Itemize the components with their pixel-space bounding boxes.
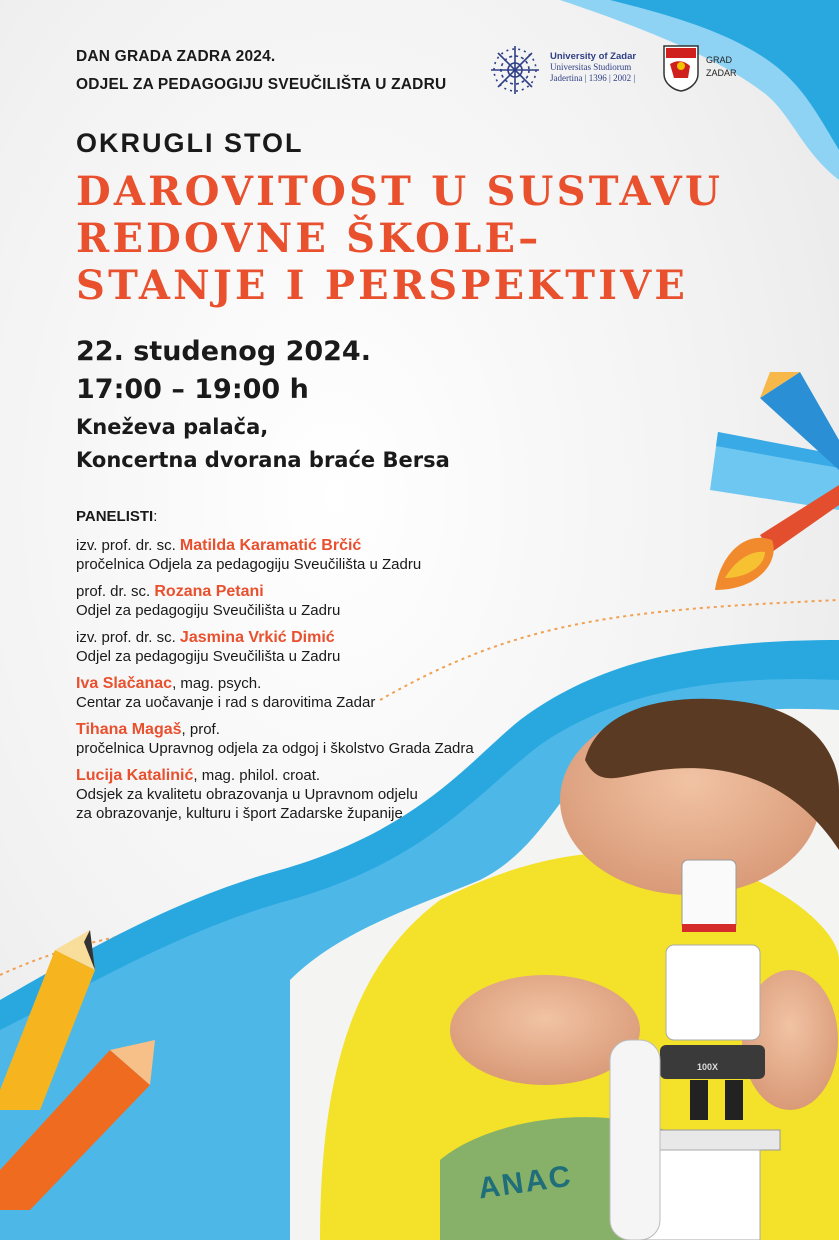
university-emblem-icon <box>488 44 542 96</box>
panelist-name: Lucija Katalinić <box>76 767 194 784</box>
event-title-line-3: STANJE I PERSPEKTIVE <box>76 262 689 309</box>
panelist-name: Jasmina Vrkić Dimić <box>179 629 335 646</box>
panelist-suffix: , mag. philol. croat. <box>193 767 321 784</box>
panelist-affiliation: Centar za uočavanje i rad s darovitima Zadar <box>76 694 376 711</box>
panelist-affiliation: pročelnica Odjela za pedagogiju Sveučilišta u Zadru <box>76 556 422 573</box>
panelist-affiliation: Odjel za pedagogiju Sveučilišta u Zadru <box>76 602 341 619</box>
city-line-1: GRAD <box>706 55 733 65</box>
university-name: University of Zadar <box>550 51 637 62</box>
panelist-name: Tihana Magaš <box>76 721 182 738</box>
panelist-karamatic-brcic <box>76 536 546 574</box>
panelist-slacanac <box>76 674 546 712</box>
event-title-line-1: DAROVITOST U SUSTAVU <box>76 168 724 215</box>
panelist-name: Matilda Karamatić Brčić <box>179 537 362 554</box>
event-date: 22. studenog 2024. <box>76 336 371 367</box>
panelist-title: izv. prof. dr. sc. <box>76 537 180 554</box>
panelists-list <box>76 536 546 831</box>
city-coat-of-arms-icon <box>662 44 700 92</box>
header-line-2: ODJEL ZA PEDAGOGIJU SVEUČILIŠTA U ZADRU <box>76 76 447 93</box>
university-of-zadar-logo <box>488 44 648 96</box>
panelist-affiliation-2: za obrazovanje, kulturu i šport Zadarske županije <box>76 805 403 822</box>
panelist-affiliation: pročelnica Upravnog odjela za odgoj i školstvo Grada Zadra <box>76 740 474 757</box>
panelist-petani <box>76 582 546 620</box>
grad-zadar-logo <box>662 44 752 94</box>
event-type: OKRUGLI STOL <box>76 128 304 158</box>
university-years: Jadertina | 1396 | 2002 | <box>550 73 636 83</box>
panelists-colon: : <box>153 508 158 525</box>
paintbrush-illustration <box>715 485 839 590</box>
panelist-name: Iva Slačanac <box>76 675 173 692</box>
university-latin: Universitas Studiorum <box>550 62 632 72</box>
event-venue-line-2: Koncertna dvorana braće Bersa <box>76 448 450 472</box>
panelist-affiliation: Odsjek za kvalitetu obrazovanja u Upravnom odjelu <box>76 786 418 803</box>
panelist-suffix: , mag. psych. <box>172 675 262 692</box>
panelist-title: prof. dr. sc. <box>76 583 155 600</box>
panelist-vrkic-dimic <box>76 628 546 666</box>
microscope-magnification-label: 100X <box>697 1062 719 1072</box>
panelist-suffix: , prof. <box>181 721 220 738</box>
panelist-title: izv. prof. dr. sc. <box>76 629 180 646</box>
event-title <box>76 168 816 309</box>
city-line-2: ZADAR <box>706 68 737 78</box>
panelist-affiliation: Odjel za pedagogiju Sveučilišta u Zadru <box>76 648 341 665</box>
header-line-1: DAN GRADA ZADRA 2024. <box>76 48 276 65</box>
shirt-print-text: ANAC <box>476 1159 575 1206</box>
panelist-magas <box>76 720 546 758</box>
panelists-label: PANELISTI <box>76 508 154 525</box>
panelists-heading <box>76 508 157 525</box>
panelist-name: Rozana Petani <box>154 583 264 600</box>
event-venue-line-1: Kneževa palača, <box>76 415 269 439</box>
event-title-line-2: REDOVNE ŠKOLE– <box>76 215 542 262</box>
event-time: 17:00 – 19:00 h <box>76 374 309 405</box>
panelist-katalinic <box>76 766 546 823</box>
